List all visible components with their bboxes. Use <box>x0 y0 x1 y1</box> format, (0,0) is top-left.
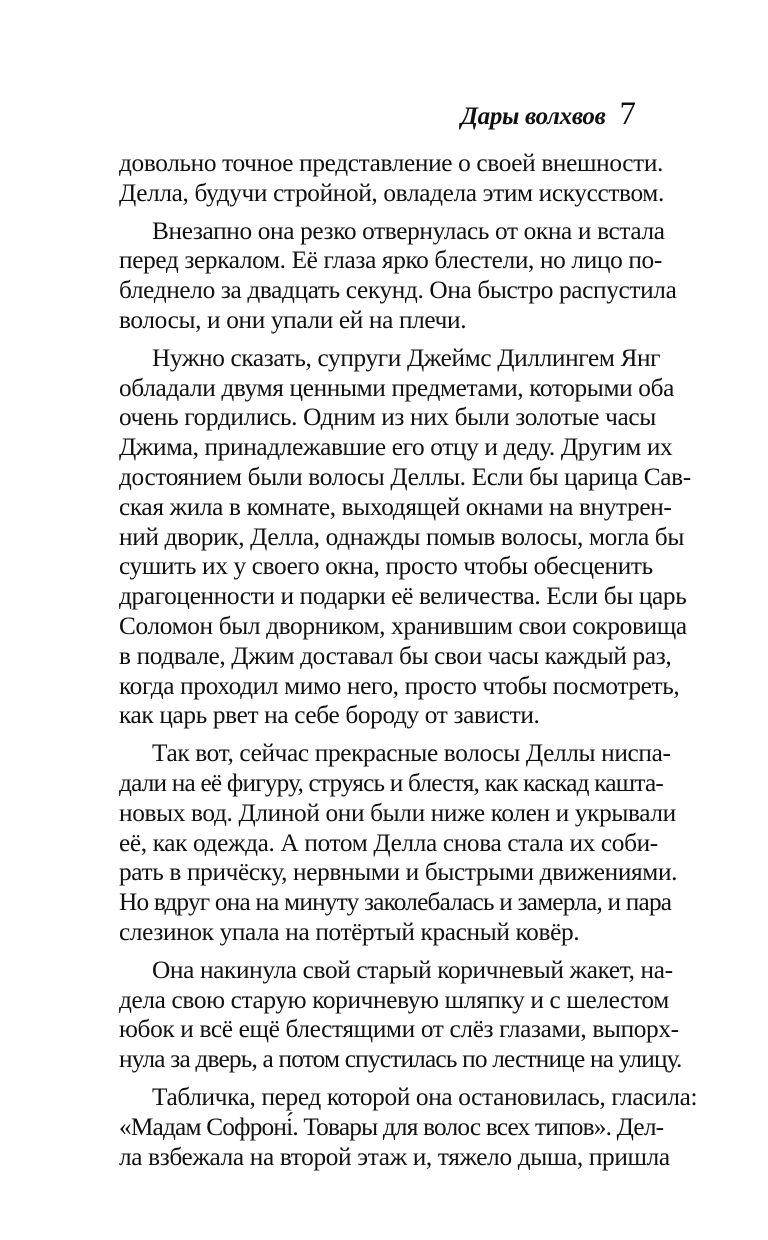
text-line: ний дворик, Делла, однажды помыв волосы, могла бы <box>119 522 684 551</box>
paragraph <box>86 149 664 209</box>
text-line: драгоценности и подарки её величества. Если бы царь <box>119 582 687 611</box>
paragraph <box>86 343 691 731</box>
text-line: «Мадам Софроні́. Товары для волос всех типов». Дел- <box>119 1112 664 1141</box>
text-line: рать в причёску, нервными и быстрыми движениями. <box>119 858 678 887</box>
text-line: нула за дверь, а потом спустилась по лестнице на улицу. <box>119 1045 682 1074</box>
paragraph <box>86 1082 698 1172</box>
text-line: волосы, и они упали ей на плечи. <box>119 305 467 334</box>
text-line: очень гордились. Одним из них были золотые часы <box>119 403 656 432</box>
text-line: Соломон был дворником, хранившим свои сокровища <box>119 611 687 640</box>
text-line: Нужно сказать, супруги Джеймс Диллингем Янг <box>152 343 661 372</box>
body-text <box>86 149 698 1180</box>
text-line: перед зеркалом. Её глаза ярко блестели, но лицо по- <box>119 246 662 275</box>
text-line: Внезапно она резко отвернулась от окна и встала <box>152 216 665 245</box>
text-line: Она накинула свой старый коричневый жакет, на- <box>152 955 673 984</box>
text-line: в подвале, Джим доставал бы свои часы каждый раз, <box>119 641 672 670</box>
text-line: Но вдруг она на минуту заколебалась и замерла, и пара <box>119 888 672 917</box>
text-line: слезинок упала на потёртый красный ковёр. <box>119 917 580 946</box>
text-line: ская жила в комнате, выходящей окнами на внутрен- <box>119 492 672 521</box>
paragraph <box>86 955 682 1075</box>
text-line: достоянием были волосы Деллы. Если бы царица Сав- <box>119 462 691 491</box>
text-line: новых вод. Длиной они были ниже колен и укрывали <box>119 798 676 827</box>
running-header <box>461 96 636 136</box>
text-line: обладали двумя ценными предметами, которыми оба <box>119 373 674 402</box>
text-line: бледнело за двадцать секунд. Она быстро распустила <box>119 276 677 305</box>
text-line: дали на её фигуру, струясь и блестя, как каскад кашта- <box>119 768 664 797</box>
text-line: Табличка, перед которой она остановилась, гласила: <box>152 1082 698 1111</box>
text-line: дела свою старую коричневую шляпку и с шелестом <box>119 985 669 1014</box>
text-line: как царь рвет на себе бороду от зависти. <box>119 701 540 730</box>
text-line: когда проходил мимо него, просто чтобы посмотреть, <box>119 671 680 700</box>
text-line: её, как одежда. А потом Делла снова стала их соби- <box>119 828 658 857</box>
paragraph <box>86 739 678 948</box>
text-line: сушить их у своего окна, просто чтобы обесценить <box>119 552 653 581</box>
text-line: ла взбежала на второй этаж и, тяжело дыша, пришла <box>119 1142 670 1171</box>
text-line: Делла, будучи стройной, овладела этим искусством. <box>119 178 664 207</box>
text-line: юбок и всё ещё блестящими от слёз глазами, выпорх- <box>119 1015 679 1044</box>
page-number: 7 <box>619 96 636 132</box>
text-line: довольно точное представление о своей внешности. <box>119 149 663 177</box>
text-line: Джима, принадлежавшие его отцу и деду. Другим их <box>119 433 673 462</box>
paragraph <box>86 216 677 336</box>
running-title: Дары волхвов <box>460 103 606 130</box>
text-line: Так вот, сейчас прекрасные волосы Деллы ниспа- <box>152 739 671 768</box>
